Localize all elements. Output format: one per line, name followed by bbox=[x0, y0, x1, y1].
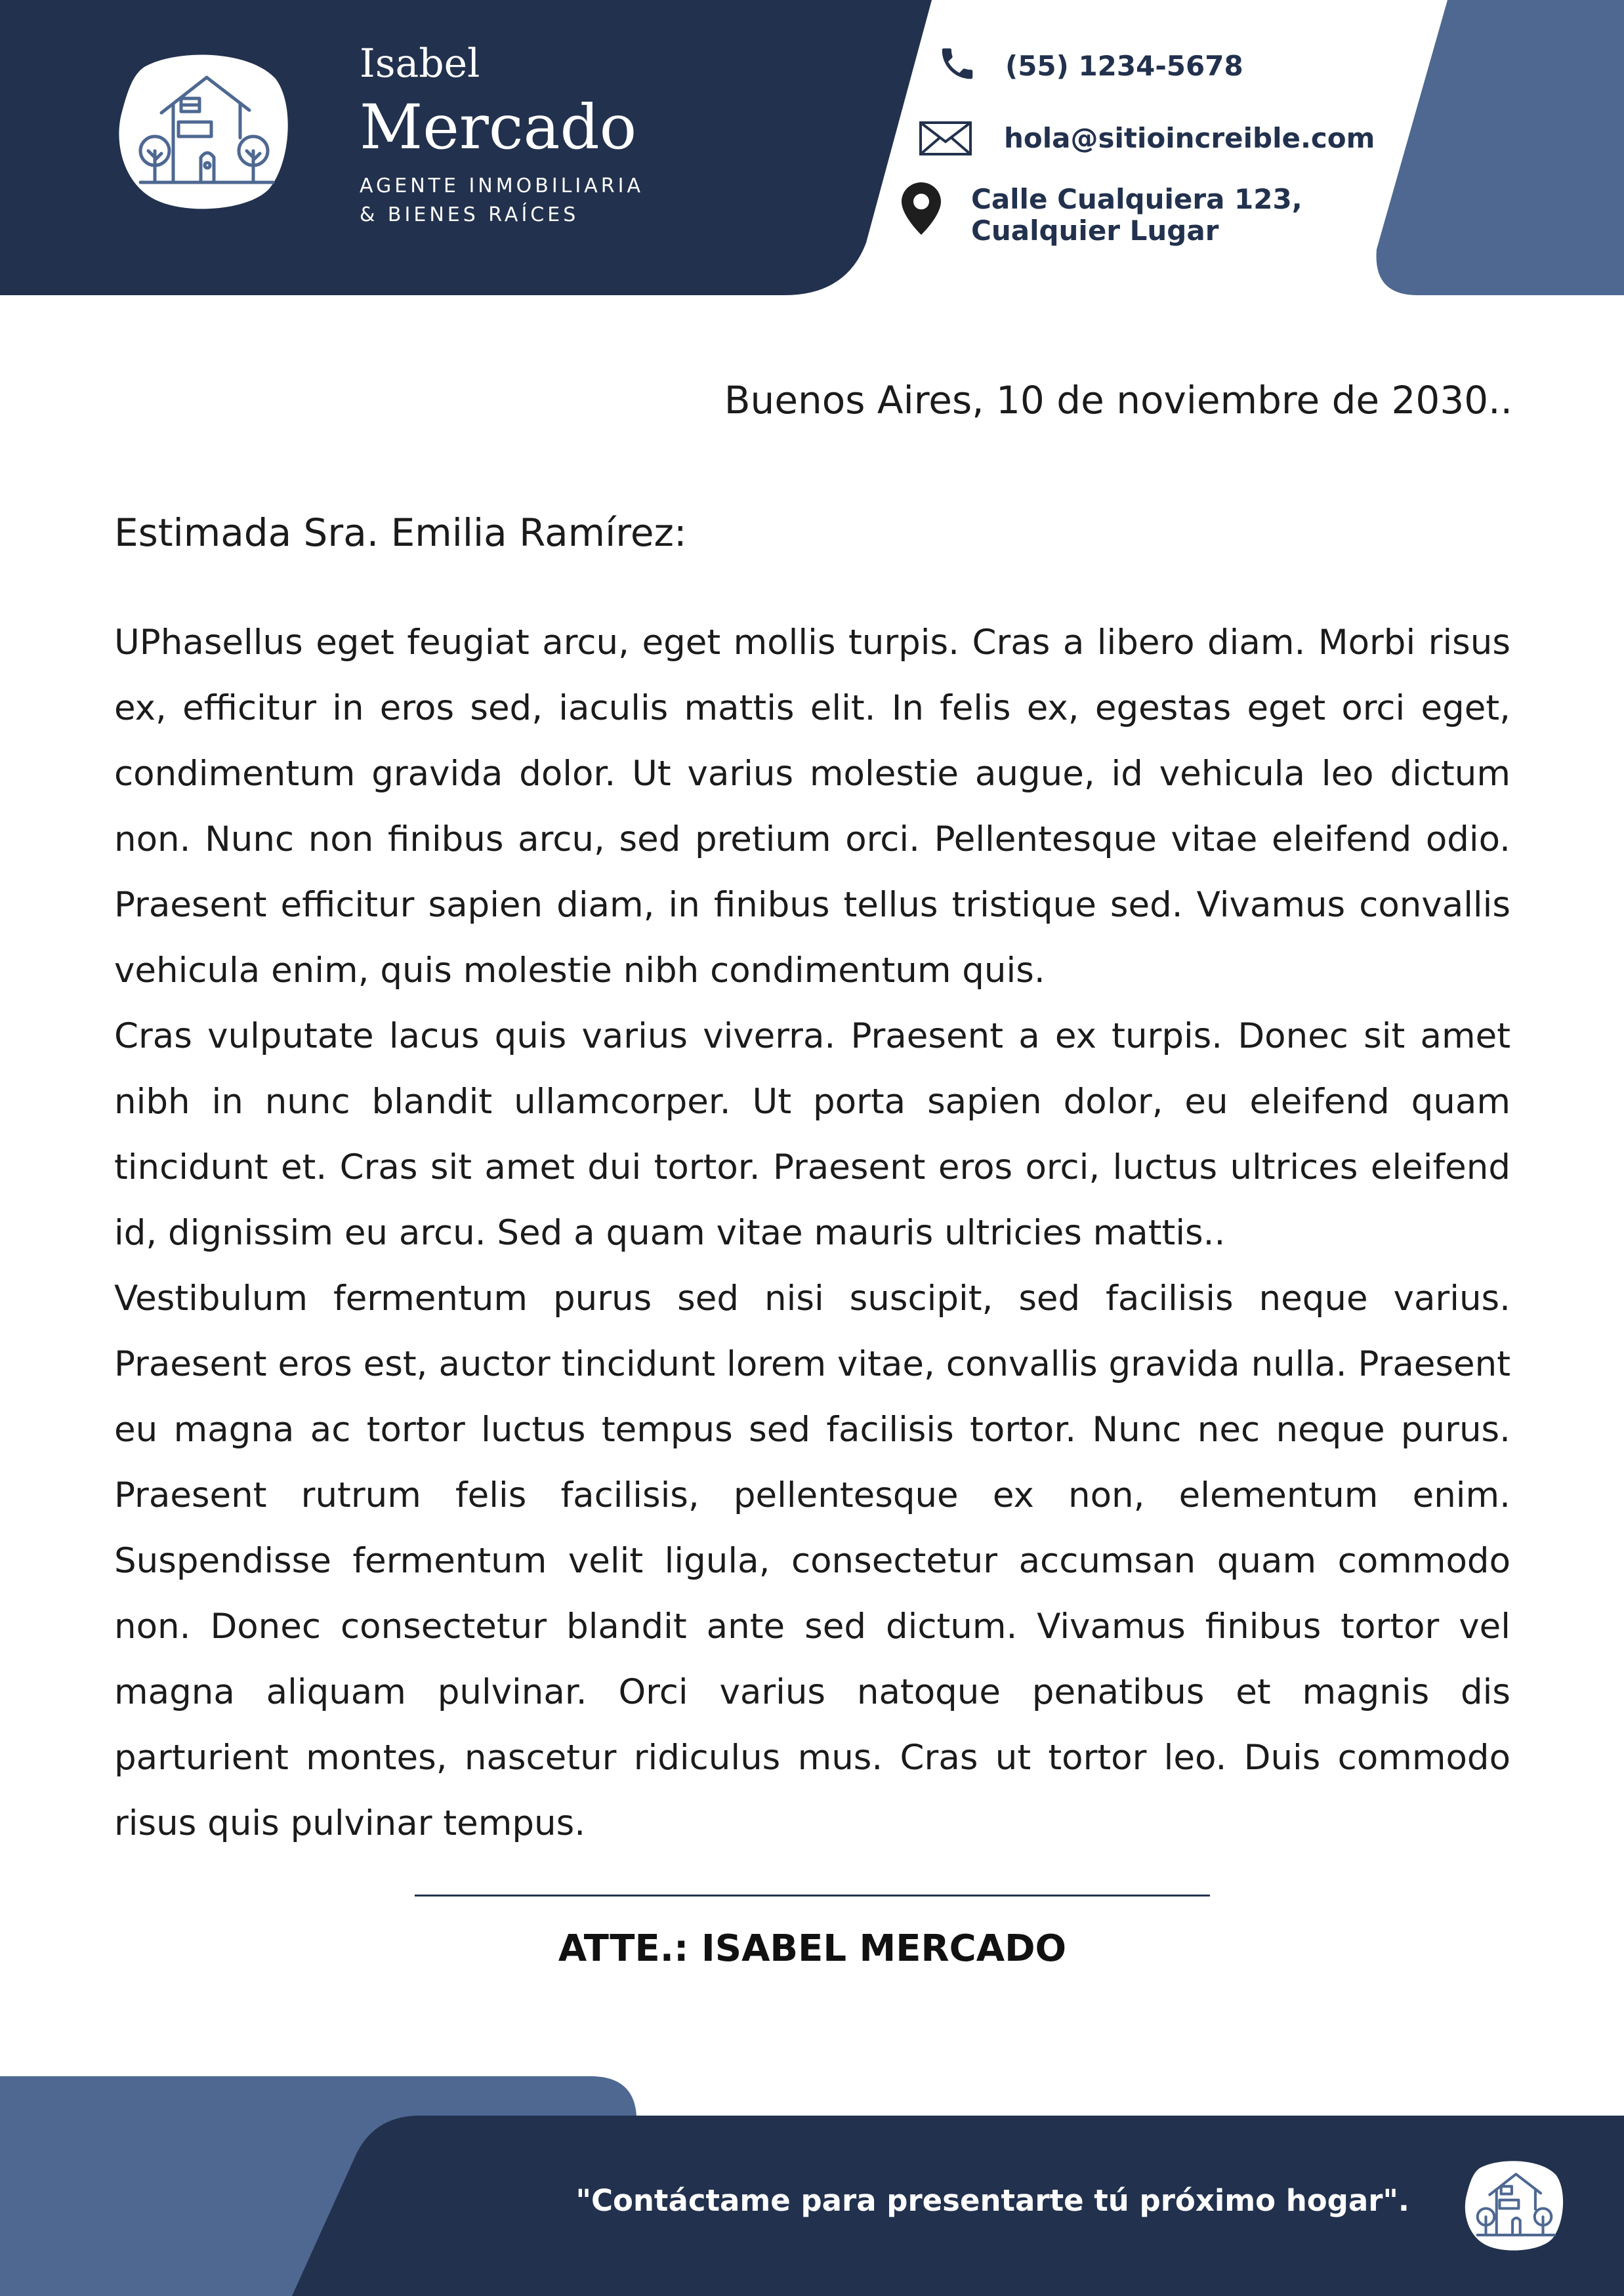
tagline bbox=[360, 172, 644, 230]
footer-quote: "Contáctame para presentarte tú próximo hogar". bbox=[575, 2183, 1409, 2218]
header-blue-corner bbox=[1377, 0, 1624, 295]
email-address[interactable]: hola@sitioincreible.com bbox=[1004, 122, 1375, 154]
map-pin-icon bbox=[902, 182, 941, 235]
tagline-line-2: & BIENES RAÍCES bbox=[360, 203, 579, 226]
tagline-line-1: AGENTE INMOBILIARIA bbox=[360, 174, 644, 197]
envelope-icon bbox=[919, 121, 972, 156]
body-paragraph-1: UPhasellus eget feugiat arcu, eget mollis turpis. Cras a libero diam. Morbi risus ex, efficitur in eros sed, iaculis mattis elit. In felis ex, egestas eget orci eget, condimentum gravida dolor. Ut varius molestie augue, id vehicula leo dictum non. Nunc non finibus arcu, sed pretium orci. Pellentesque vitae eleifend odio. Praesent efficitur sapien diam, in finibus tellus tristique sed. Vivamus convallis vehicula enim, quis molestie nibh condimentum quis. bbox=[114, 623, 1510, 991]
house-with-trees-icon bbox=[118, 52, 290, 213]
signature-line bbox=[415, 1895, 1210, 1896]
phone-icon bbox=[937, 43, 978, 84]
last-name: Mercado bbox=[360, 92, 637, 163]
first-name: Isabel bbox=[360, 41, 480, 87]
phone-number[interactable]: (55) 1234-5678 bbox=[1005, 50, 1243, 82]
address-line-2: Cualquier Lugar bbox=[971, 215, 1219, 247]
body-paragraph-2: Cras vulputate lacus quis varius viverra. Praesent a ex turpis. Donec sit amet nibh in nunc blandit ullamcorper. Ut porta sapien dolor, eu eleifend quam tincidunt et. Cras sit amet dui tortor. Praesent eros orci, luctus ultrices eleifend id, dignissim eu arcu. Sed a quam vitae mauris ultricies mattis.. bbox=[114, 1016, 1510, 1253]
footer-house-icon bbox=[1465, 2160, 1564, 2253]
letter-date: Buenos Aires, 10 de noviembre de 2030.. bbox=[724, 378, 1512, 422]
body-paragraph-3: Vestibulum fermentum purus sed nisi suscipit, sed facilisis neque varius. Praesent eros est, auctor tincidunt lorem vitae, convallis gravida nulla. Praesent eu magna ac tortor luctus tempus sed facilisis tortor. Nunc nec neque purus. Praesent rutrum felis facilisis, pellentesque ex non, elementum enim. Suspendisse fermentum velit ligula, consectetur accumsan quam commodo non. Donec consectetur blandit ante sed dictum. Vivamus finibus tortor vel magna aliquam pulvinar. Orci varius natoque penatibus et magnis dis parturient montes, nascetur ridiculus mus. Cras ut tortor leo. Duis commodo risus quis pulvinar tempus. bbox=[114, 1279, 1510, 1843]
letter-body bbox=[114, 610, 1510, 1856]
address bbox=[971, 184, 1302, 247]
address-line-1: Calle Cualquiera 123, bbox=[971, 183, 1302, 215]
signature-name: ATTE.: ISABEL MERCADO bbox=[558, 1927, 1067, 1970]
salutation: Estimada Sra. Emilia Ramírez: bbox=[114, 510, 687, 555]
